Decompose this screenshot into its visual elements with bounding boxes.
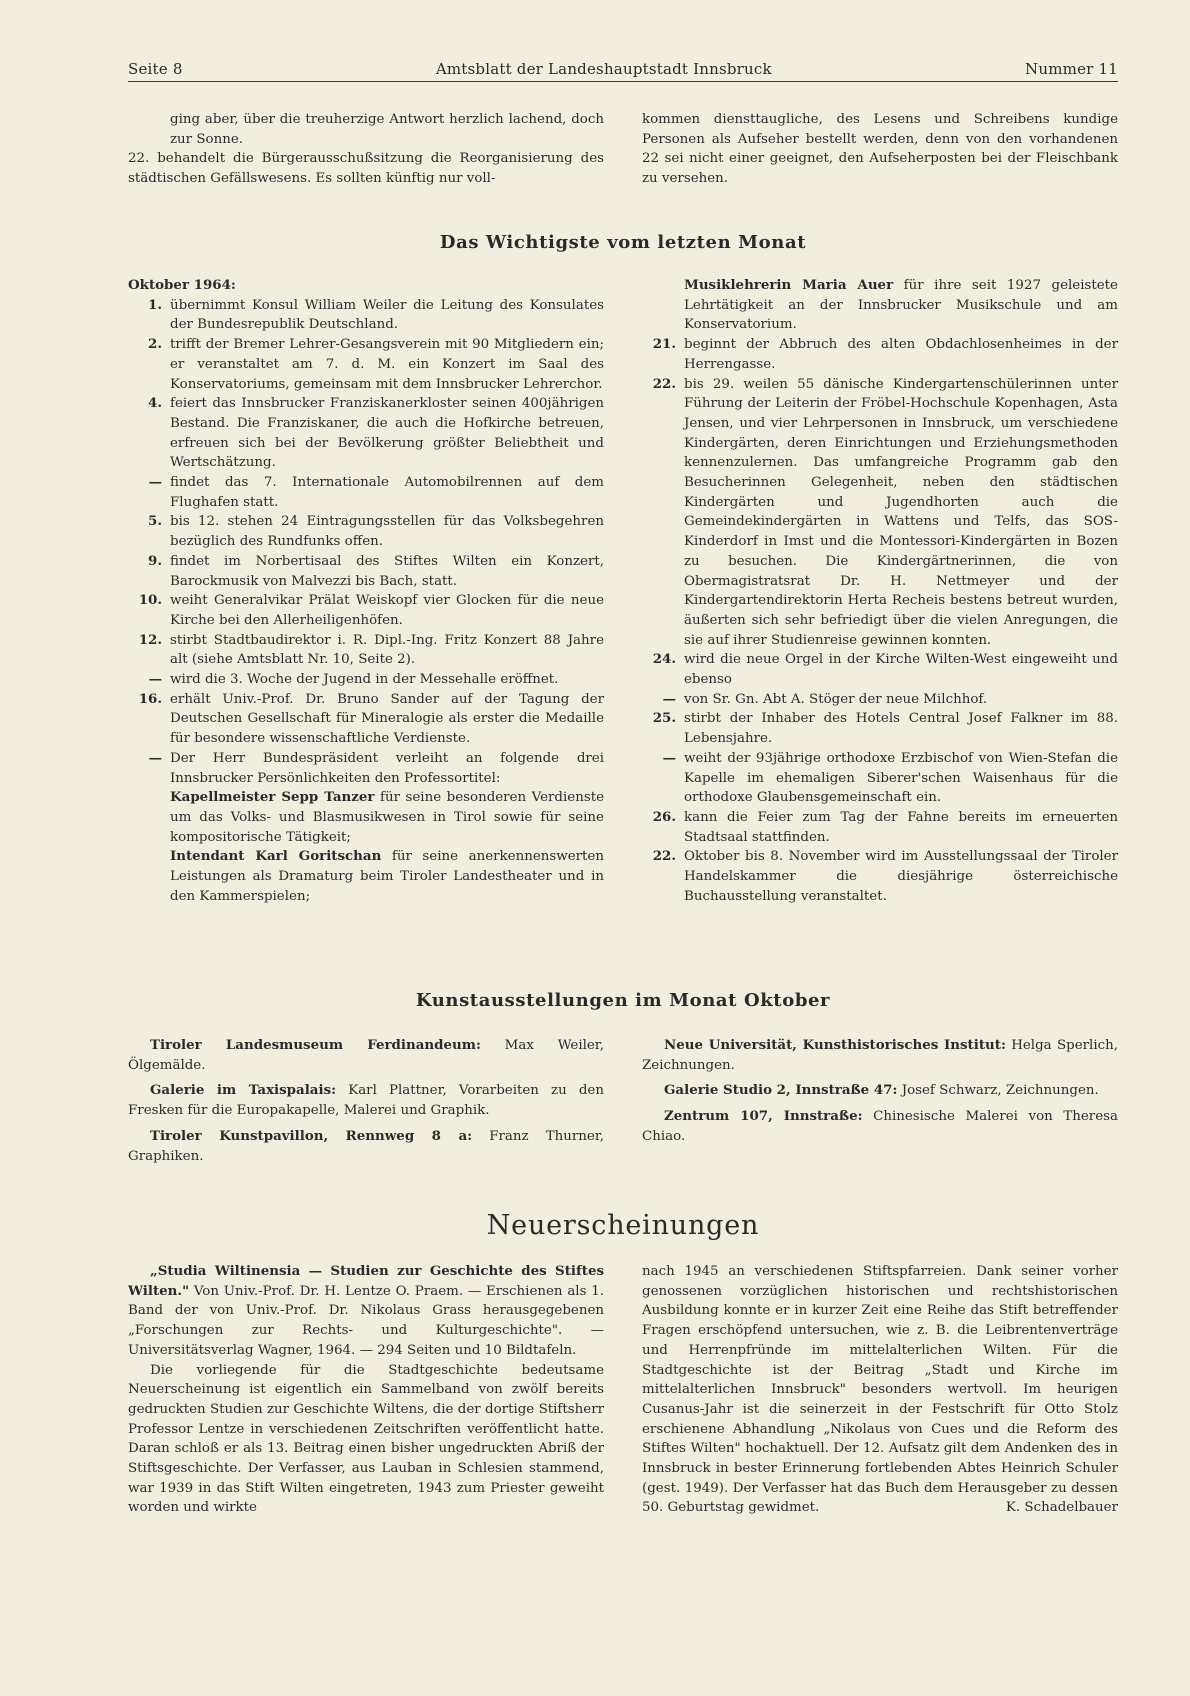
list-item [642,650,1118,689]
list-item [128,110,604,149]
entry-text: für seine anerkennenswerten Leistungen als Dramaturg beim Tiroler Landestheater und in den Kammerspielen; [170,849,604,904]
book-details: Von Univ.-Prof. Dr. H. Lentze O. Praem. — Erschienen als 1. Band der von Univ.-Prof. Dr. Nikolaus Grass herausgegebenen „Forschungen zur Rechts- und Kulturgeschichte". — Universitätsverlag Wagner, 1964. — 294 Seiten und 10 Bildtafeln. [128,1283,604,1358]
item-date: 22. [652,375,676,392]
list-item [642,335,1118,374]
entry [128,1127,604,1166]
kunst-left-column [128,1036,604,1166]
list-item [128,473,604,512]
entry [128,847,604,906]
publication-title: Amtsblatt der Landeshauptstadt Innsbruck [435,60,772,78]
item-date: 16. [138,690,162,707]
list-item: 22. behandelt die Bürgerausschußsitzung die Reorganisierung des städtischen Gefällswesens. Es sollten künftig nur voll- [128,151,604,187]
list-item [128,335,604,394]
entry-text: Franz Thurner, Graphiken. [128,1128,605,1164]
book-citation [128,1262,604,1361]
entry-name: Kapellmeister Sepp Tanzer [170,789,375,806]
issue-number: Nummer 11 [1025,60,1118,78]
entry-name: Intendant Karl Goritschan [170,848,382,865]
kunst-columns [128,1036,1118,1166]
entry-text: für seine besonderen Verdienste um das Volks- und Blasmusikwesen in Tirol sowie für seine kompositorische Tätigkeit; [170,790,604,845]
list-item [128,296,604,335]
neu-right-column [642,1262,1118,1518]
review-paragraph: Die vorliegende für die Stadtgeschichte bedeutsame Neuerscheinung ist eigentlich ein Sammelband von zwölf bereits gedruckten Studien zur Geschichte Wiltens, die der dortige Stiftsherr Professor Lentze in verschiedenen Zeitschriften veröffentlicht hatte. Daran schloß er als 13. Beitrag einen bisher ungedruckten Abriß der Stiftsgeschichte. Der Verfasser, aus Lauban in Schlesien stammend, war 1939 in das Stift Wilten eingetreten, 1943 zum Priester geweiht worden und wirkte [128,1362,604,1516]
page-header [128,60,1118,82]
page-number: Seite 8 [128,60,183,78]
item-date: 5. [148,513,162,530]
list-item [642,709,1118,748]
list-item [128,690,604,749]
item-date: — [662,749,676,766]
list-item [642,749,1118,808]
item-date: — [148,749,162,766]
item-text: stirbt der Inhaber des Hotels Central Josef Falkner im 88. Lebensjahre. [684,711,1118,747]
item-text: weiht Generalvikar Prälat Weiskopf vier Glocken für die neue Kirche bei den Allerheiligenhöfen. [170,593,604,628]
entry-text: Josef Schwarz, Zeichnungen. [897,1083,1099,1099]
top-right-column [642,110,1118,189]
list-item [128,394,604,473]
item-text: beginnt der Abbruch des alten Obdachlosenheimes in der Herrengasse. [684,337,1118,372]
item-date: — [148,671,162,688]
item-text: wird die neue Orgel in der Kirche Wilten-West eingeweiht und ebenso [684,652,1118,688]
item-date: — [662,690,676,707]
award-name: Musiklehrerin Maria Auer [684,277,894,293]
list-item [128,631,604,670]
item-date: 22. [652,848,676,865]
continuation-text: ging aber, über die treuherzige Antwort herzlich lachend, doch zur Sonne. [170,112,604,147]
entry-text: Karl Plattner, Vorarbeiten zu den Fresken für die Europakapelle, Malerei und Graphik. [128,1083,604,1119]
entry-name: Tiroler Kunstpavillon, Rennweg 8 a: [150,1127,473,1144]
entry-text: Chinesische Malerei von Theresa Chiao. [642,1109,1118,1144]
entry-name: Neue Universität, Kunsthistorisches Institut: [664,1037,1006,1053]
kunst-right-column [642,1036,1118,1166]
list-item [642,276,1118,335]
section-title-neuerscheinungen: Neuerscheinungen [486,1210,760,1241]
item-date: 26. [652,808,676,825]
item-date: 12. [138,631,162,648]
top-continuation [128,110,1118,189]
item-text: wird die 3. Woche der Jugend in der Messehalle eröffnet. [170,672,559,688]
entry-text: Helga Sperlich, Zeichnungen. [642,1038,1118,1073]
neuerscheinungen-columns [128,1262,1118,1518]
list-item [642,690,1118,710]
list-item [128,749,604,788]
month-heading: Oktober 1964: [128,277,236,293]
item-date: 21. [652,336,676,353]
item-text: weiht der 93jährige orthodoxe Erzbischof von Wien-Stefan die Kapelle im ehemaligen Siberer'schen Waisenhaus für die orthodoxe Glaubensgemeinschaft ein. [684,750,1118,806]
review-paragraph [642,1262,1118,1518]
list-item [128,552,604,591]
list-item [128,512,604,551]
item-date: — [148,474,162,491]
list-item [128,591,604,630]
item-text: Oktober bis 8. November wird im Ausstellungssaal der Tiroler Handelskammer die diesjährige österreichische Buchausstellung veranstaltet. [684,849,1118,904]
item-date: 10. [138,592,162,609]
item-text: erhält Univ.-Prof. Dr. Bruno Sander auf der Tagung der Deutschen Gesellschaft für Mineralogie als erster die Medaille für besondere wissenschaftliche Verdienste. [170,691,604,747]
entry-name: Zentrum 107, Innstraße: [664,1108,863,1125]
award-text: für ihre seit 1927 geleistete Lehrtätigkeit an der Innsbrucker Musikschule und am Konservatorium. [684,278,1118,333]
section-title-monat: Das Wichtigste vom letzten Monat [439,232,807,253]
entry-text: Max Weiler, Ölgemälde. [128,1038,604,1073]
list-item [642,375,1118,651]
review-signature: K. Schadelbauer [1005,1500,1118,1516]
item-date: 25. [652,710,676,727]
monat-right-column [642,276,1118,907]
book-title: „Studia Wiltinensia — Studien zur Geschichte des Stiftes Wilten." [128,1263,604,1299]
item-text: bis 12. stehen 24 Eintragungsstellen für das Volksbegehren bezüglich des Rundfunks offen. [170,514,604,550]
list-item [128,670,604,690]
monat-left-column [128,276,604,907]
item-date: 1. [148,296,162,313]
item-text: kann die Feier zum Tag der Fahne bereits im erneuerten Stadtsaal stattfinden. [684,809,1118,845]
professor-list [128,788,604,906]
section-title-kunstausstellungen: Kunstausstellungen im Monat Oktober [415,990,831,1011]
entry [128,1081,604,1120]
entry-name: Galerie Studio 2, Innstraße 47: [664,1082,898,1099]
item-date: 2. [148,336,162,353]
item-text: stirbt Stadtbaudirektor i. R. Dipl.-Ing. Fritz Konzert 88 Jahre alt (siehe Amtsblatt Nr. 10, Seite 2). [170,632,604,668]
entry [128,788,604,847]
item-text: übernimmt Konsul William Weiler die Leitung des Konsulates der Bundesrepublik Deutschland. [170,297,604,333]
neu-left-column [128,1262,604,1518]
item-date: 9. [148,552,162,569]
continuation-text: kommen diensttaugliche, des Lesens und Schreibens kundige Personen als Aufseher bestellt werden, denn von den vorhandenen 22 sei nicht einer geeignet, den Aufseherposten bei der Fleischbank zu versehen. [642,112,1118,187]
review-text: nach 1945 an verschiedenen Stiftspfarreien. Dank seiner vorher genossenen vorzüglichen historischen und rechtshistorischen Ausbildung konnte er in kurzer Zeit eine Reihe das Stift betreffender Fragen erschöpfend untersuchen, wie z. B. die Leibrentenverträge und Herrenpfründe im mittelalterlichen Wilten. Für die Stadtgeschichte ist der Beitrag „Stadt und Kirche im mittelalterlichen Innsbruck" besonders wertvoll. Im heurigen Cusanus-Jahr ist die seinerzeit in der Festschrift für Otto Stolz erschienene Abhandlung „Nikolaus von Cues und die Reform des Stiftes Wilten" hochaktuell. Der 12. Aufsatz gilt dem Andenken des in Innsbruck in bester Erinnerung fortlebenden Abtes Heinrich Schuler (gest. 1949). Der Verfasser hat das Buch dem Herausgeber zu dessen 50. Geburtstag gewidmet. [642,1264,1118,1516]
entry [128,1036,604,1075]
monat-right-list [642,335,1118,906]
item-text: bis 29. weilen 55 dänische Kindergartenschülerinnen unter Führung der Leiterin der Fröbel-Hochschule Kopenhagen, Asta Jensen, und vier Lehrpersonen in Innsbruck, um verschiedene Kindergärten, deren Einrichtungen und Erziehungsmethoden kennenzulernen. Das umfangreiche Programm gab den Besucherinnen Gelegenheit, neben den städtischen Kindergärten und Jugendhorten auch die Gemeindekindergärten in Wattens und Telfs, das SOS-Kinderdorf in Imst und die Montessori-Kindergärten in Bozen zu besuchen. Die Kindergärtnerinnen, die von Obermagistratsrat Dr. H. Nettmeyer und der Kindergartendirektorin Herta Recheis bestens betreut wurden, äußerten sich sehr befriedigt über die vielen Anregungen, die sie auf ihrer Studienreise gewinnen konnten. [684,376,1118,648]
list-item [642,808,1118,847]
item-date: 24. [652,651,676,668]
entry-name: Galerie im Taxispalais: [150,1082,337,1099]
entry-name: Tiroler Landesmuseum Ferdinandeum: [150,1037,481,1053]
monat-columns [128,276,1118,907]
top-left-column [128,110,604,189]
list-item [642,847,1118,906]
item-date: 4. [148,395,162,412]
item-text: Der Herr Bundespräsident verleiht an folgende drei Innsbrucker Persönlichkeiten den Professortitel: [170,750,604,786]
item-text: von Sr. Gn. Abt A. Stöger der neue Milchhof. [684,691,988,707]
monat-left-list [128,296,604,789]
item-text: findet im Norbertisaal des Stiftes Wilten ein Konzert, Barockmusik von Malvezzi bis Bach, statt. [170,553,604,589]
item-text: trifft der Bremer Lehrer-Gesangsverein mit 90 Mitgliedern ein; er veranstaltet am 7. d. M. ein Konzert im Saal des Konservatoriums, gemeinsam mit dem Innsbrucker Lehrerchor. [170,337,604,392]
item-text: findet das 7. Internationale Automobilrennen auf dem Flughafen statt. [170,475,604,510]
entry [642,1107,1118,1146]
entry [642,1081,1118,1101]
item-text: feiert das Innsbrucker Franziskanerkloster seinen 400jährigen Bestand. Die Franziskaner, die auch die Hofkirche betreuen, erfreuen sich bei der Bevölkerung größter Beliebtheit und Wertschätzung. [170,396,604,471]
entry [642,1036,1118,1075]
